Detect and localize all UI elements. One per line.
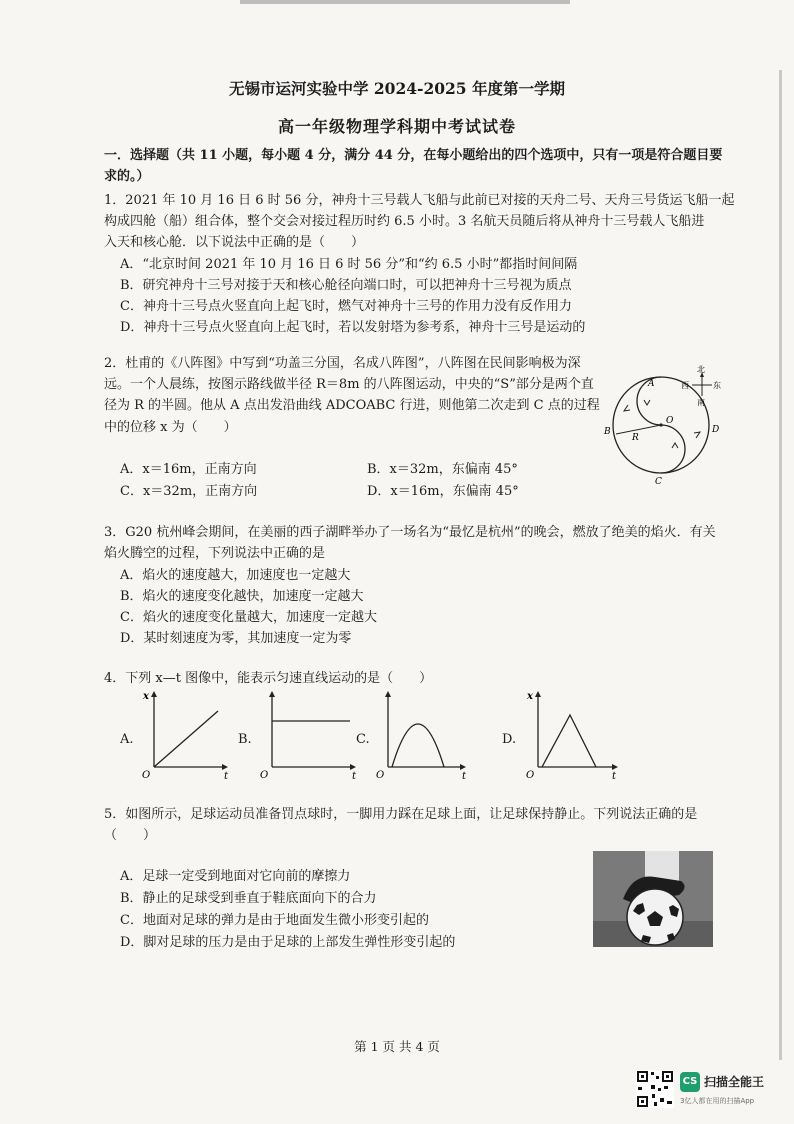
- q1-stem-line2: 构成四舱（船）组合体，整个交会对接过程历时约 6.5 小时。3 名航天员随后将从神舟十三号载人飞船进: [104, 214, 705, 229]
- q3-option-b: B．焰火的速度变化越快，加速度一定越大: [120, 589, 364, 604]
- radius-label: R: [632, 433, 639, 443]
- q5-stem-line1: 5．如图所示，足球运动员准备罚点球时，一脚用力踩在足球上面，让足球保持静止。下列说法正确的是: [104, 807, 698, 822]
- q5-stem-line2: （ ）: [104, 828, 157, 843]
- camscanner-watermark: [636, 1070, 786, 1114]
- point-d-label: D: [712, 425, 720, 435]
- point-c-label: C: [655, 477, 662, 487]
- q2-stem-line3: 径为 R 的半圆。他从 A 点出发沿曲线 ADCOABC 行进，则他第二次走到 C 点的过程: [104, 398, 600, 413]
- xt-graph-b: [258, 687, 358, 782]
- qr-code-icon: [636, 1070, 674, 1108]
- point-a-label: A: [648, 379, 655, 389]
- q2-option-d: D．x＝16m，东偏南 45°: [367, 484, 519, 499]
- xt-graph-c: [374, 687, 468, 782]
- compass-north: 北: [697, 365, 705, 374]
- xt-graph-d: [524, 687, 620, 782]
- q5-option-b: B．静止的足球受到垂直于鞋底面向下的合力: [120, 891, 377, 906]
- scan-edge-right: [779, 70, 782, 1060]
- compass-west: 西: [681, 381, 689, 390]
- q1-option-b: B．研究神舟十三号对接于天和核心舱径向端口时，可以把神舟十三号视为质点: [120, 278, 572, 293]
- compass-south: 南: [697, 398, 705, 407]
- q3-option-c: C．焰火的速度变化量越大，加速度一定越大: [120, 610, 377, 625]
- camscanner-name: 扫描全能王: [704, 1075, 765, 1089]
- section-heading-line2: 求的。）: [104, 169, 150, 184]
- graph-c-x-label: t: [462, 771, 467, 782]
- football-photo: [593, 851, 713, 947]
- q4-label-b: B.: [238, 732, 252, 747]
- q5-option-c: C．地面对足球的弹力是由于地面发生微小形变引起的: [120, 913, 429, 928]
- q3-option-a: A．焰火的速度越大，加速度也一定越大: [120, 568, 351, 583]
- xt-graph-a: [140, 687, 230, 782]
- graph-d-origin: O: [526, 770, 535, 781]
- q2-stem-line4: 中的位移 x 为（ ）: [104, 420, 237, 435]
- q2-option-a: A．x＝16m，正南方向: [120, 462, 257, 477]
- q1-stem-line1: 1．2021 年 10 月 16 日 6 时 56 分，神舟十三号载人飞船与此前已对接的天舟二号、天舟三号货运飞船一起: [104, 193, 735, 208]
- page-number: 第 1 页 共 4 页: [354, 1039, 440, 1054]
- q4-label-d: D.: [502, 732, 517, 747]
- graph-c-origin: O: [376, 770, 385, 781]
- q1-option-c: C．神舟十三号点火竖直向上起飞时，燃气对神舟十三号的作用力没有反作用力: [120, 299, 572, 314]
- camscanner-tagline: 3亿人都在用的扫描App: [680, 1097, 755, 1105]
- q4-stem: 4．下列 x—t 图像中，能表示匀速直线运动的是（ ）: [104, 671, 433, 686]
- q3-stem-line2: 焰火腾空的过程，下列说法中正确的是: [104, 546, 326, 561]
- q2-stem-line1: 2．杜甫的《八阵图》中写到“功盖三分国，名成八阵图”，八阵图在民间影响极为深: [104, 356, 581, 371]
- point-o-label: O: [666, 416, 674, 426]
- exam-title: 无锡市运河实验中学 2024-2025 年度第一学期: [228, 79, 565, 98]
- graph-a-y-label: x: [143, 691, 149, 702]
- q2-option-c: C．x＝32m，正南方向: [120, 484, 258, 499]
- graph-a-origin: O: [142, 770, 151, 781]
- q1-option-d: D．神舟十三号点火竖直向上起飞时，若以发射塔为参考系，神舟十三号是运动的: [120, 320, 586, 335]
- graph-a-x-label: t: [224, 771, 229, 782]
- graph-d-y-label: x: [527, 691, 533, 702]
- graph-d-x-label: t: [612, 771, 617, 782]
- section-heading-line1: 一．选择题（共 11 小题，每小题 4 分，满分 44 分，在每小题给出的四个选项中，只有一项是符合题目要: [104, 148, 723, 163]
- q1-option-a: A．“北京时间 2021 年 10 月 16 日 6 时 56 分”和“约 6.5 小时”都指时间间隔: [120, 257, 578, 272]
- q5-option-d: D．脚对足球的压力是由于足球的上部发生弹性形变引起的: [120, 935, 456, 950]
- q3-stem-line1: 3．G20 杭州峰会期间，在美丽的西子湖畔举办了一场名为“最忆是杭州”的晚会，燃放了绝美的焰火．有关: [104, 525, 716, 540]
- scan-edge-top: [240, 0, 570, 4]
- q5-option-a: A．足球一定受到地面对它向前的摩擦力: [120, 869, 351, 884]
- compass-east: 东: [713, 381, 721, 390]
- q1-stem-line3: 入天和核心舱．以下说法中正确的是（ ）: [104, 235, 365, 250]
- exam-subtitle: 高一年级物理学科期中考试试卷: [277, 117, 516, 136]
- q3-option-d: D．某时刻速度为零，其加速度一定为零: [120, 631, 352, 646]
- eight-formation-diagram: [600, 362, 720, 487]
- compass-icon: [681, 364, 721, 407]
- q2-option-b: B．x＝32m，东偏南 45°: [367, 462, 518, 477]
- point-b-label: B: [604, 427, 611, 437]
- graph-b-x-label: t: [352, 771, 357, 782]
- q4-label-a: A.: [120, 732, 134, 747]
- q2-stem-line2: 远。一个人晨练，按图示路线做半径 R＝8m 的八阵图运动，中央的“S”部分是两个直: [104, 377, 594, 392]
- graph-b-origin: O: [260, 770, 269, 781]
- q4-label-c: C.: [356, 732, 370, 747]
- camscanner-logo: CS: [680, 1072, 700, 1092]
